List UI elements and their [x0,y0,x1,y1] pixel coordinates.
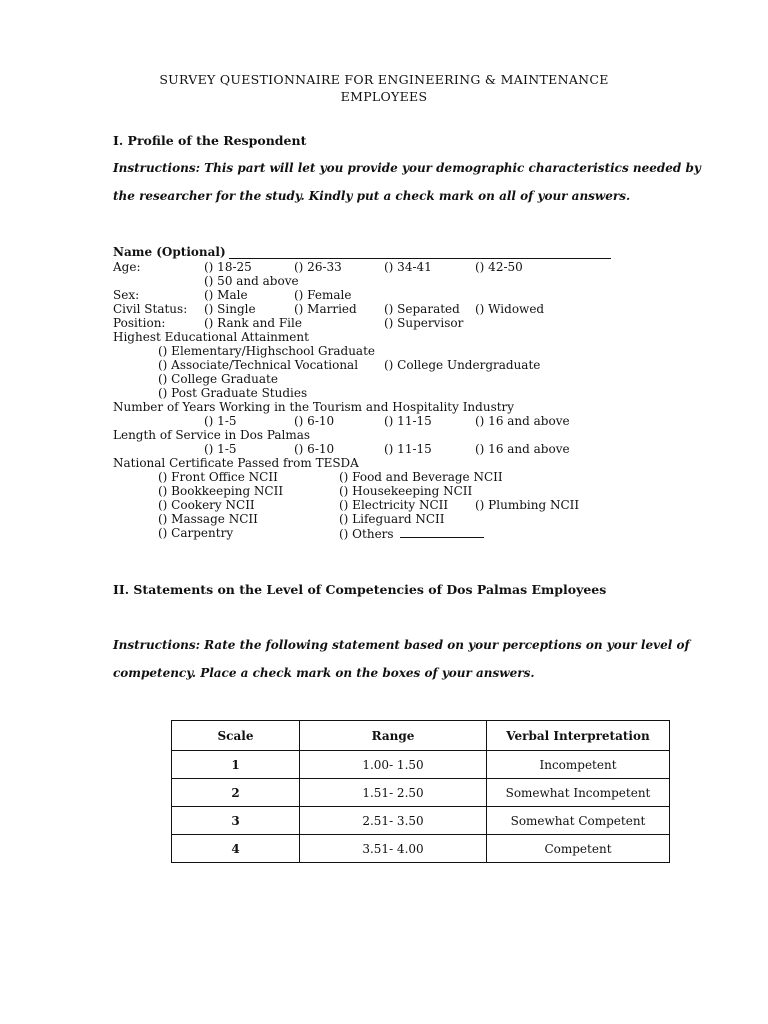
certificate-option-others[interactable] [339,526,484,541]
table-row [172,807,670,835]
certificate-option[interactable]: () Plumbing NCII [475,498,580,512]
part1-heading: I. Profile of the Respondent [113,133,307,148]
civil-status-option[interactable]: () Separated [384,302,460,316]
age-option[interactable]: () 50 and above [204,274,299,288]
service-length-option[interactable]: () 6-10 [294,442,335,456]
service-length-option[interactable]: () 11-15 [384,442,432,456]
years-industry-option[interactable]: () 16 and above [475,414,570,428]
certificate-option[interactable]: () Front Office NCII [158,470,278,484]
part2-instructions-line-2: competency. Place a check mark on the boxes of your answers. [113,666,535,680]
years-industry-option[interactable]: () 11-15 [384,414,432,428]
civil-status-option[interactable]: () Married [294,302,357,316]
certificate-option[interactable]: () Housekeeping NCII [339,484,473,498]
others-blank[interactable] [400,526,484,538]
range-cell: 2.51- 3.50 [300,807,487,835]
rating-scale-table [171,720,670,863]
interpretation-cell: Somewhat Incompetent [487,779,670,807]
education-option[interactable]: () Associate/Technical Vocational [158,358,359,372]
education-label: Highest Educational Attainment [113,330,309,344]
sex-label: Sex: [113,288,140,302]
range-cell: 3.51- 4.00 [300,835,487,863]
interpretation-cell: Competent [487,835,670,863]
service-length-option[interactable]: () 16 and above [475,442,570,456]
range-cell: 1.51- 2.50 [300,779,487,807]
service-length-option[interactable]: () 1-5 [204,442,237,456]
civil-status-option[interactable]: () Single [204,302,256,316]
interpretation-cell: Somewhat Competent [487,807,670,835]
certificate-option[interactable]: () Massage NCII [158,512,258,526]
scale-cell: 2 [172,779,300,807]
certificate-option-others-label: () Others [339,527,394,541]
table-row [172,751,670,779]
years-industry-option[interactable]: () 1-5 [204,414,237,428]
certificate-label: National Certificate Passed from TESDA [113,456,359,470]
certificate-option[interactable]: () Food and Beverage NCII [339,470,503,484]
certificate-option[interactable]: () Lifeguard NCII [339,512,445,526]
table-header-range: Range [300,721,487,751]
scale-cell: 3 [172,807,300,835]
table-row [172,779,670,807]
certificate-option[interactable]: () Bookkeeping NCII [158,484,284,498]
service-length-label: Length of Service in Dos Palmas [113,428,311,442]
part2-heading: II. Statements on the Level of Competencies of Dos Palmas Employees [113,582,607,597]
title-line-1: SURVEY QUESTIONNAIRE FOR ENGINEERING & MAINTENANCE [159,72,609,87]
table-header-row [172,721,670,751]
certificate-option[interactable]: () Carpentry [158,526,234,540]
scale-cell: 4 [172,835,300,863]
part1-instructions-line-1: Instructions: This part will let you provide your demographic characteristics needed by [113,161,701,175]
civil-status-option[interactable]: () Widowed [475,302,545,316]
age-option[interactable]: () 18-25 [204,260,252,274]
interpretation-cell: Incompetent [487,751,670,779]
sex-option[interactable]: () Female [294,288,352,302]
education-option[interactable]: () College Undergraduate [384,358,541,372]
years-industry-option[interactable]: () 6-10 [294,414,335,428]
scale-cell: 1 [172,751,300,779]
table-row [172,835,670,863]
certificate-option[interactable]: () Cookery NCII [158,498,255,512]
table-header-scale: Scale [172,721,300,751]
part1-instructions-line-2: the researcher for the study. Kindly put a check mark on all of your answers. [113,189,631,203]
years-industry-label: Number of Years Working in the Tourism and Hospitality Industry [113,400,515,414]
title-line-2: EMPLOYEES [340,89,428,104]
age-label: Age: [113,260,141,274]
range-cell: 1.00- 1.50 [300,751,487,779]
education-option[interactable]: () College Graduate [158,372,278,386]
part2-instructions-line-1: Instructions: Rate the following statement based on your perceptions on your level of [113,638,690,652]
education-option[interactable]: () Elementary/Highschool Graduate [158,344,376,358]
name-label: Name (Optional) [113,245,226,259]
age-option[interactable]: () 42-50 [475,260,523,274]
position-label: Position: [113,316,166,330]
table-header-verbal: Verbal Interpretation [487,721,670,751]
age-option[interactable]: () 34-41 [384,260,432,274]
education-option[interactable]: () Post Graduate Studies [158,386,308,400]
position-option[interactable]: () Rank and File [204,316,302,330]
sex-option[interactable]: () Male [204,288,248,302]
civil-status-label: Civil Status: [113,302,188,316]
certificate-option[interactable]: () Electricity NCII [339,498,449,512]
name-field[interactable] [229,246,611,259]
position-option[interactable]: () Supervisor [384,316,464,330]
age-option[interactable]: () 26-33 [294,260,342,274]
